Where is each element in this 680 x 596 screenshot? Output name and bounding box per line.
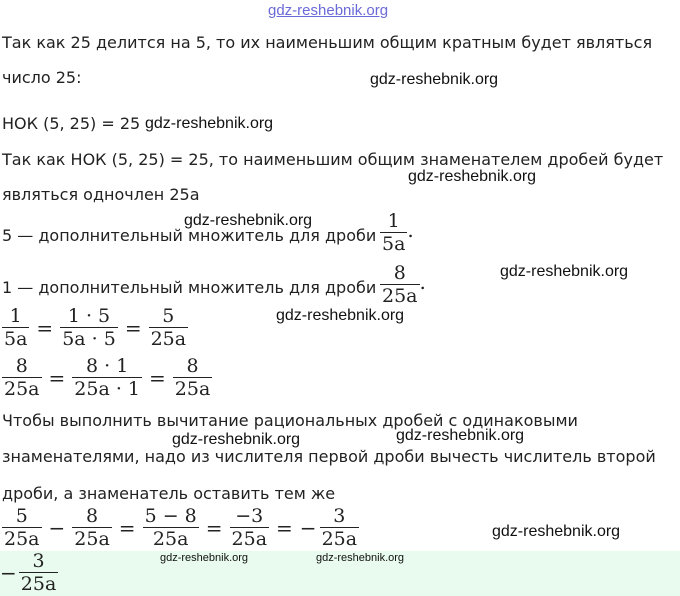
- denominator: 5a · 5: [62, 328, 116, 350]
- numerator: 5 − 8: [144, 505, 197, 527]
- denominator: 25a · 1: [74, 378, 140, 400]
- watermark: gdz-reshebnik.org: [408, 168, 537, 185]
- watermark: gdz-reshebnik.org: [145, 115, 274, 132]
- text-line-8: Чтобы выполнить вычитание рациональных дробей с одинаковыми: [2, 411, 578, 430]
- equals: =: [149, 365, 166, 390]
- denominator: 25a: [4, 378, 40, 400]
- text-line-6: 5 — дополнительный множитель для дроби: [2, 226, 377, 245]
- numerator: 5: [2, 505, 42, 528]
- fraction-8-25a: [380, 262, 426, 307]
- text-line-7: 1 — дополнительный множитель для дроби: [2, 278, 377, 297]
- denominator: 25a: [231, 528, 268, 550]
- text-line-9: знаменателями, надо из числителя первой дроби вычесть числитель второй: [2, 447, 656, 466]
- numerator: 1: [2, 305, 29, 328]
- period: .: [419, 270, 426, 294]
- minus: −: [48, 515, 66, 540]
- numerator: 5: [149, 305, 189, 328]
- denominator: 5a: [382, 233, 406, 255]
- numerator: −3: [230, 505, 270, 528]
- watermark: gdz-reshebnik.org: [500, 263, 629, 280]
- watermark: gdz-reshebnik.org: [396, 427, 525, 444]
- denominator: 5a: [4, 328, 28, 350]
- numerator: 8 · 1: [72, 355, 142, 378]
- watermark: gdz-reshebnik.org: [184, 212, 313, 229]
- numerator: 8: [72, 505, 112, 528]
- numerator: 8: [173, 355, 213, 378]
- text-line-1: Так как 25 делится на 5, то их наименьшим общим кратным будет являться: [2, 33, 653, 52]
- text-line-5: являться одночлен 25a: [2, 185, 200, 204]
- equals: =: [118, 515, 136, 540]
- denominator: 25a: [74, 528, 110, 550]
- watermark-top[interactable]: gdz-reshebnik.org: [268, 2, 389, 19]
- denominator: 25a: [150, 328, 187, 350]
- numerator: 8: [2, 355, 42, 378]
- numerator: 8: [380, 262, 420, 285]
- equals: =: [36, 315, 54, 340]
- numerator: 3: [19, 550, 59, 573]
- text-line-10: дроби, а знаменатель оставить тем же: [2, 484, 336, 503]
- fraction-1-5a: [380, 210, 414, 255]
- equation-3: [2, 505, 359, 550]
- numerator: 1: [380, 210, 407, 233]
- watermark: gdz-reshebnik.org: [276, 307, 405, 324]
- denominator: 25a: [321, 528, 358, 550]
- minus: −: [299, 515, 317, 540]
- minus: −: [0, 560, 17, 585]
- numerator: 3: [320, 505, 360, 528]
- text-line-2: число 25:: [2, 68, 82, 87]
- equation-2: [2, 355, 212, 400]
- denominator: 25a: [382, 285, 418, 307]
- watermark: gdz-reshebnik.org: [172, 431, 301, 448]
- denominator: 25a: [152, 528, 189, 550]
- watermark-small: gdz-reshebnik.org: [316, 552, 405, 564]
- period: .: [407, 218, 414, 242]
- equals: =: [124, 315, 142, 340]
- watermark-small: gdz-reshebnik.org: [160, 552, 249, 564]
- watermark: gdz-reshebnik.org: [492, 523, 621, 540]
- denominator: 25a: [174, 378, 211, 400]
- final-result: [0, 550, 58, 595]
- watermark: gdz-reshebnik.org: [370, 71, 499, 88]
- denominator: 25a: [4, 528, 40, 550]
- equals: =: [205, 515, 223, 540]
- denominator: 25a: [20, 573, 57, 595]
- nok-equation: НОК (5, 25) = 25: [2, 114, 141, 133]
- equation-1: [2, 305, 188, 350]
- equals: =: [276, 515, 293, 540]
- text-line-4: Так как НОК (5, 25) = 25, то наименьшим общим знаменателем дробей будет: [2, 150, 664, 169]
- numerator: 1 · 5: [60, 305, 118, 328]
- equals: =: [48, 365, 66, 390]
